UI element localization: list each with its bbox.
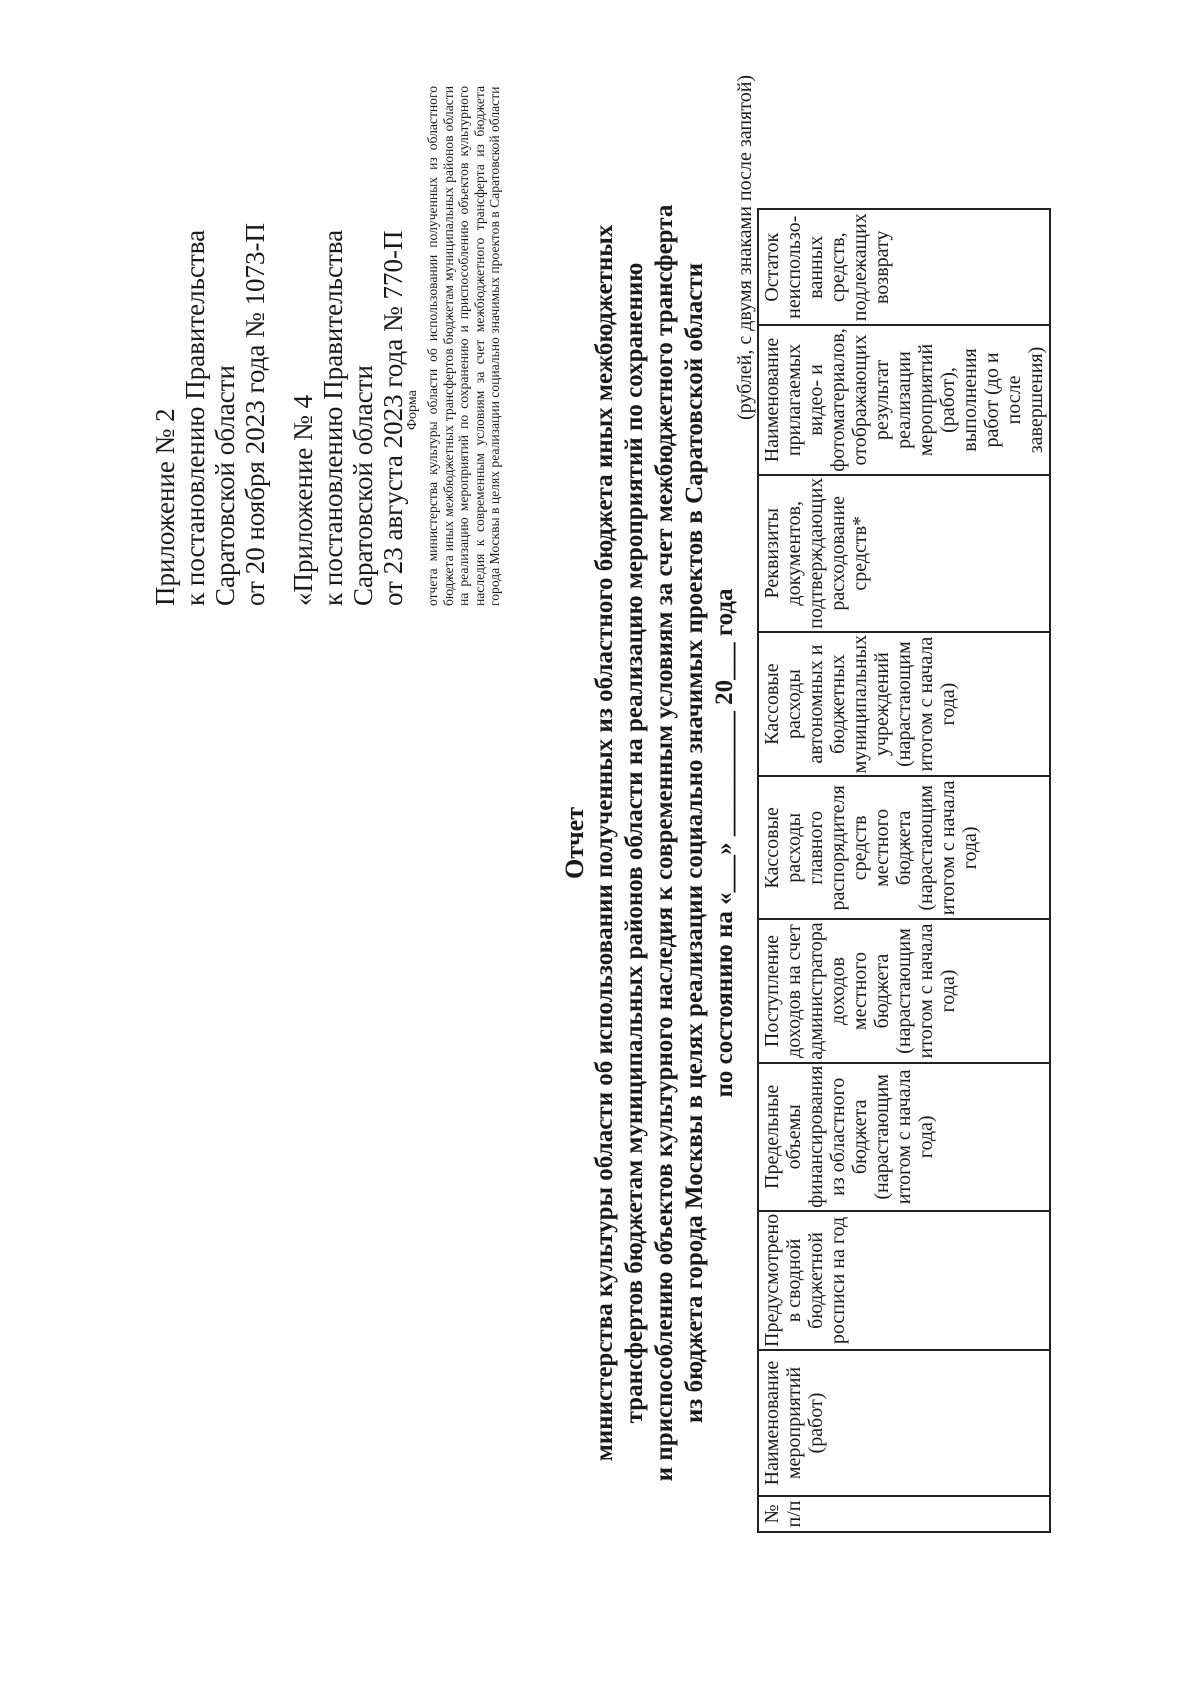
title-line: трансфертов бюджетам муниципальных районов области на реализацию мероприятий по сохранению	[621, 262, 648, 1424]
header-cell: Предусмотрено в сводной бюджетной росписи на год	[758, 1211, 1050, 1350]
title-line: по состоянию на «___» __________ 20___ года	[711, 588, 738, 1098]
spacer	[270, 223, 288, 606]
title-heading: Отчет	[560, 807, 589, 879]
appendix-block	[150, 223, 408, 606]
header-cell: Наименование прилагаемых видео- и фотоматериалов, отображающих результат реализации мероприятий (работ), выполнения работ (до и после завершения)	[758, 325, 1050, 474]
forma-label: Форма	[405, 390, 420, 430]
appendix-line: к постановлению Правительства	[318, 229, 348, 606]
report-title	[560, 0, 740, 1686]
appendix-line: Саратовской области	[348, 365, 378, 606]
header-cell: Кассовые расходы главного распорядителя средств местного бюджета (нарастающим итогом с начала года)	[758, 776, 1050, 919]
title-line: из бюджета города Москвы в целях реализации социально значимых проектов в Саратовской области	[681, 262, 708, 1424]
appendix-line: от 20 ноября 2023 года № 1073-П	[240, 222, 270, 606]
header-cell: Наименование мероприятий (работ)	[758, 1350, 1050, 1496]
forma-text: отчета министерства культуры области об использовании полученных из областного бюджета иных межбюджетных трансфертов бюджетам муниципальных районов области на реализацию мероприятий по сохранению и приспособлению объектов культурного наследия к современным условиям за счет межбюджетного трансферта из бюджета города Москвы в целях реализации социально значимых проектов в Саратовской области	[425, 86, 502, 606]
header-cell: Реквизиты документов, подтверждающих расходование средств*	[758, 475, 1050, 632]
appendix-line: «Приложение № 4	[288, 394, 318, 606]
title-line: и приспособлению объектов культурного наследия к современным условиям за счет межбюджетного трансферта	[651, 204, 678, 1482]
units-note: (рублей, с двумя знаками после запятой)	[734, 74, 756, 420]
table-header-row	[758, 209, 1050, 1532]
header-cell: Предельные объемы финансирования из областного бюджета (нарастающим итогом с начала года)	[758, 1063, 1050, 1211]
appendix-line: к постановлению Правительства	[180, 229, 210, 606]
title-line: министерства культуры области об использовании полученных из областного бюджета иных межбюджетных	[591, 224, 618, 1462]
header-cell: Кассовые расходы автономных и бюджетных муниципальных учреждений (нарастающим итогом с начала года)	[758, 632, 1050, 776]
appendix-line: от 23 августа 2023 года № 770-П	[378, 230, 408, 606]
report-table	[757, 208, 1051, 1533]
header-cell: Поступление доходов на счет администратора доходов местного бюджета (нарастающим итогом с начала года)	[758, 919, 1050, 1062]
header-cell: Остаток неиспользо-ванных средств, подлежащих возврату	[758, 209, 1050, 325]
appendix-line: Саратовской области	[210, 365, 240, 606]
appendix-line: Приложение № 2	[150, 408, 180, 606]
header-cell: № п/п	[758, 1496, 1050, 1532]
